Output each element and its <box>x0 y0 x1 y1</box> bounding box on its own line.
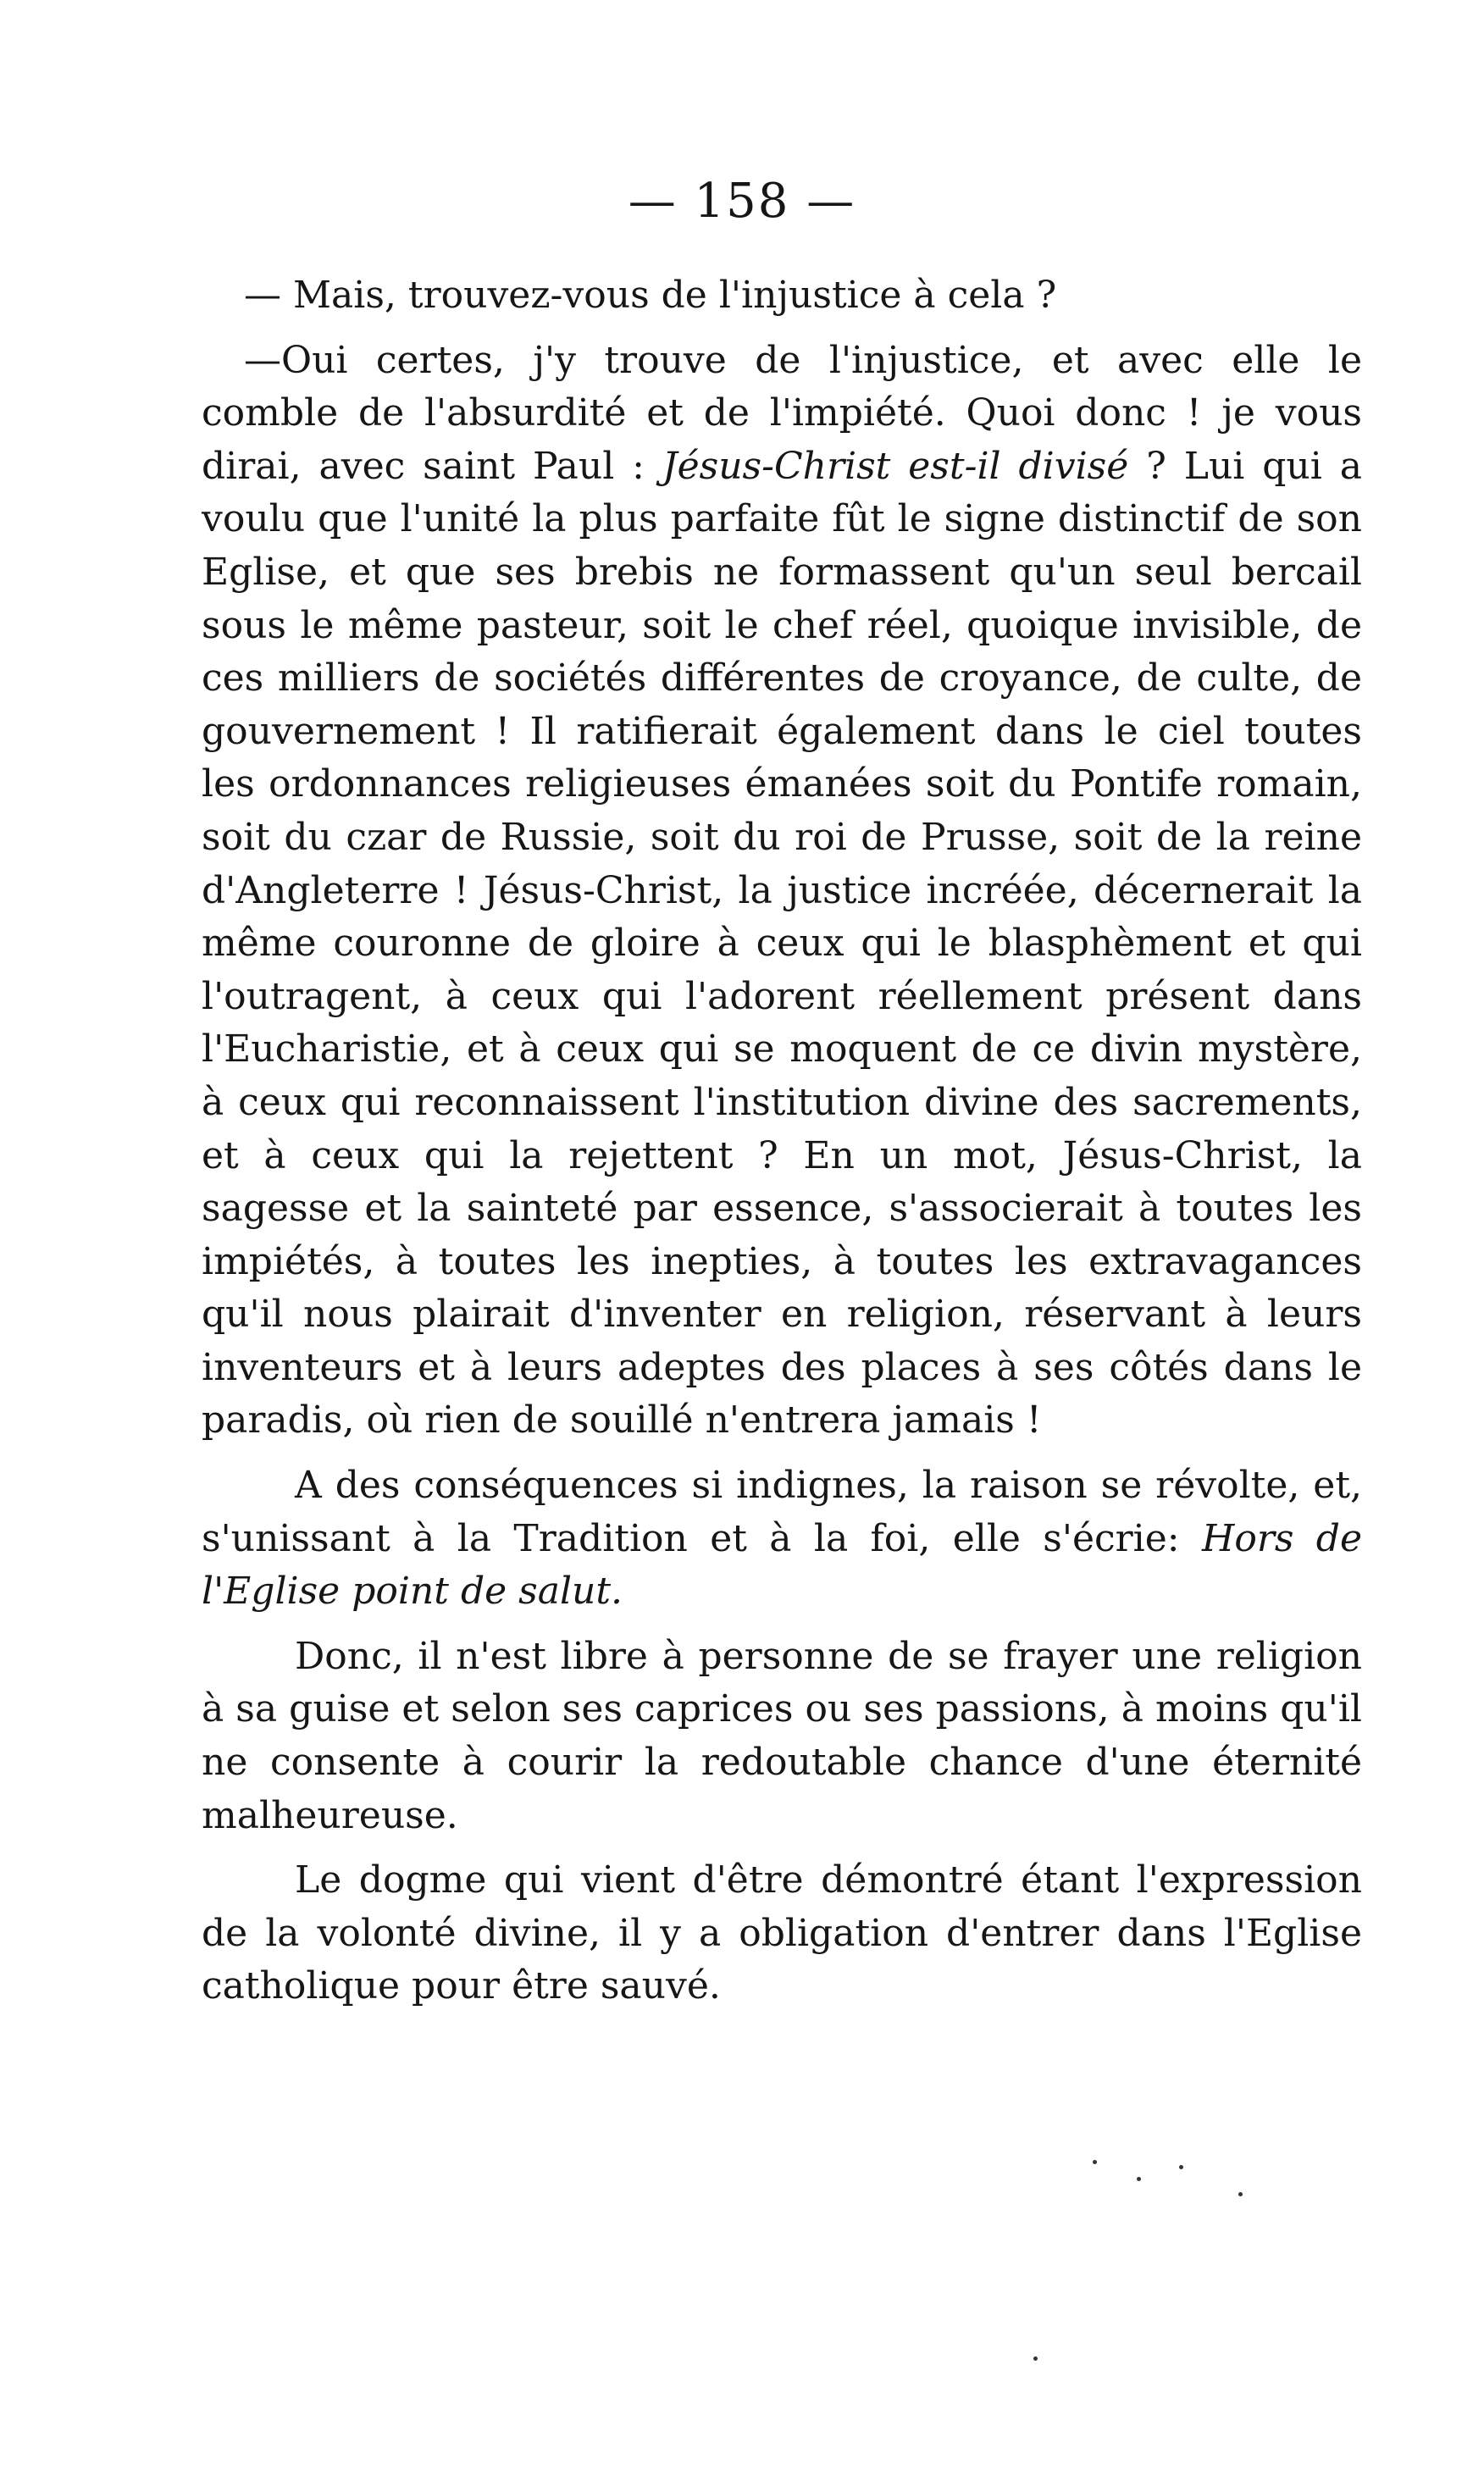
paragraph-consequences <box>202 1459 1362 1619</box>
print-speck <box>1238 2192 1243 2196</box>
print-speck <box>1033 2356 1038 2361</box>
body-text <box>202 269 1362 2013</box>
paragraph-consequences-text: A des conséquences si indignes, la raison se révolte, et, s'unissant à la Tradition et à la foi, elle s'écrie: <box>202 1464 1362 1560</box>
paragraph-answer-body: ? Lui qui a voulu que l'unité la plus parfaite fût le signe distinctif de son Eglise, et que ses brebis ne formassent qu'un seul bercail sous le même pasteur, soit le chef réel, quoique invisible, de ces milliers de sociétés différentes de croyance, de culte, de gouvernement ! Il ratifierait également dans le ciel toutes les ordonnances religieuses émanées soit du Pontife romain, soit du czar de Russie, soit du roi de Prusse, soit de la reine d'Angleterre ! Jésus-Christ, la justice incréée, décernerait la même couronne de gloire à ceux qui le blasphèment et qui l'outragent, à ceux qui l'adorent réellement présent dans l'Eucharistie, et à ceux qui se moquent de ce divin mystère, à ceux qui reconnaissent l'institution divine des sacrements, et à ceux qui la rejettent ? En un mot, Jésus-Christ, la sagesse et la sainteté par essence, s'associerait à toutes les impiétés, à toutes les inepties, à toutes les extravagances qu'il nous plairait d'inventer en religion, réservant à leurs inventeurs et à leurs adeptes des places à ses côtés dans le paradis, où rien de souillé n'entrera jamais ! <box>202 444 1362 1443</box>
paragraph-freedom: Donc, il n'est libre à personne de se frayer une religion à sa guise et selon ses caprices ou ses passions, à moins qu'il ne consente à courir la redoutable chance d'une éternité malheureuse. <box>202 1634 1362 1837</box>
page-number: — 158 — <box>628 174 856 229</box>
paragraph-dogma: Le dogme qui vient d'être démontré étant l'expression de la volonté divine, il y a obligation d'entrer dans l'Eglise catholique pour être sauvé. <box>202 1858 1362 2008</box>
paragraph-answer <box>202 335 1362 1448</box>
paragraph-answer-intro: —Oui certes, j'y trouve de l'injustice, et avec elle le comble de l'absurdité et de l'impiété. Quoi donc ! je vous dirai, avec saint Paul : <box>202 338 1362 488</box>
print-speck <box>1137 2177 1141 2181</box>
paragraph-question: — Mais, trouvez-vous de l'injustice à cela ? <box>244 274 1057 317</box>
paragraph-answer-quote: Jésus-Christ est-il divisé <box>662 444 1129 488</box>
paragraph-consequences-maxim: Hors de l'Eglise point de salut. <box>202 1516 1362 1614</box>
print-speck <box>1179 2165 1183 2169</box>
print-speck <box>1093 2160 1097 2164</box>
